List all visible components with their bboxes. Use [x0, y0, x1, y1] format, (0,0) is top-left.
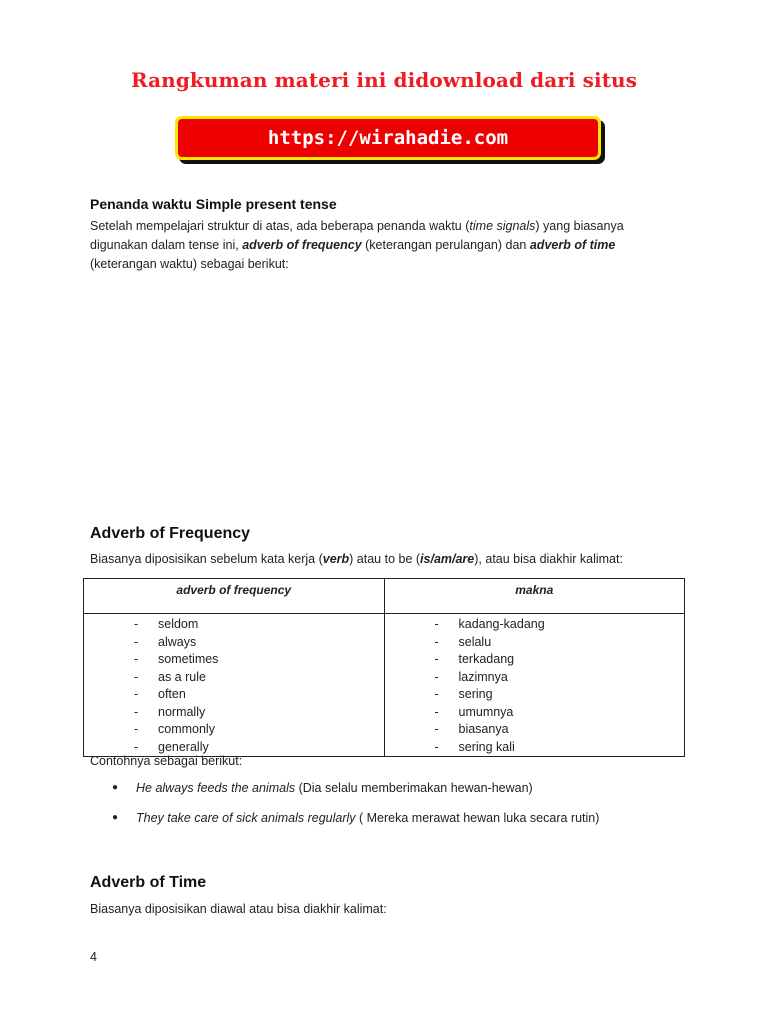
- text-run: digunakan dalam tense ini,: [90, 238, 243, 252]
- adverb-frequency-table: [83, 578, 685, 757]
- dash-marker: -: [134, 652, 139, 666]
- text-run-bold-italic: verb: [322, 552, 350, 566]
- dash-marker: -: [134, 617, 139, 631]
- list-item-text: selalu: [458, 634, 492, 649]
- list-item: [84, 634, 384, 652]
- text-run: ), atau bisa diakhir kalimat:: [474, 552, 623, 566]
- list-item: [90, 778, 599, 808]
- paragraph-time-intro: Biasanya diposisikan diawal atau bisa diakhir kalimat:: [90, 902, 387, 916]
- list-item: [385, 669, 685, 687]
- list-item: [84, 651, 384, 669]
- list-item: [84, 721, 384, 739]
- list-item: [385, 721, 685, 739]
- list-item-text: commonly: [158, 722, 215, 736]
- section-heading-adverb-of-frequency: Adverb of Frequency: [90, 525, 251, 542]
- text-run-italic: time signals: [469, 219, 536, 233]
- dash-marker: -: [434, 739, 439, 754]
- example-list: [90, 778, 599, 838]
- list-item-text: umumnya: [458, 704, 514, 719]
- example-translation: (Dia selalu memberimakan hewan-hewan): [295, 781, 533, 795]
- text-run: Setelah mempelajari struktur di atas, ada beberapa penanda waktu (: [90, 219, 470, 233]
- list-item-text: terkadang: [458, 652, 515, 666]
- examples-intro: Contohnya sebagai berikut:: [90, 754, 243, 768]
- list-item: [84, 616, 384, 634]
- section-heading-adverb-of-time: Adverb of Time: [90, 874, 207, 891]
- table-header-row: [84, 579, 685, 614]
- table-header-makna: makna: [384, 579, 685, 614]
- list-item: [385, 686, 685, 704]
- paragraph-line: [90, 236, 690, 255]
- dash-marker: -: [434, 617, 439, 631]
- bullet-icon: ●: [112, 782, 119, 793]
- paragraph-line: (keterangan waktu) sebagai berikut:: [90, 257, 289, 271]
- table-header-adverb: adverb of frequency: [84, 579, 385, 614]
- banner-title: Rangkuman materi ini didownload dari situs: [130, 68, 638, 92]
- example-translation: ( Mereka merawat hewan luka secara rutin): [355, 811, 600, 825]
- text-run: (keterangan perulangan) dan: [361, 238, 530, 252]
- dash-marker: -: [434, 669, 439, 684]
- example-sentence: He always feeds the animals: [136, 781, 296, 795]
- example-sentence: They take care of sick animals regularly: [136, 811, 356, 825]
- list-item: [84, 686, 384, 704]
- list-item: [385, 616, 685, 634]
- list-item-text: seldom: [158, 617, 199, 631]
- list-item-text: lazimnya: [458, 669, 508, 684]
- page-number: 4: [90, 950, 97, 964]
- dash-marker: -: [134, 669, 139, 684]
- table-cell-adverbs: [84, 614, 385, 757]
- paragraph-frequency-intro: [90, 550, 690, 569]
- dash-marker: -: [134, 739, 139, 754]
- list-item-text: sometimes: [158, 652, 219, 666]
- list-item-text: as a rule: [158, 669, 206, 684]
- list-item: [385, 651, 685, 669]
- website-url-badge[interactable]: [175, 116, 601, 160]
- list-item: [385, 704, 685, 722]
- dash-marker: -: [134, 722, 139, 736]
- section-heading-penanda-waktu: Penanda waktu Simple present tense: [90, 196, 337, 212]
- paragraph-line: [90, 217, 690, 236]
- list-item: [90, 808, 599, 838]
- list-item-text: sering kali: [458, 739, 515, 754]
- list-item-text: kadang-kadang: [458, 617, 545, 631]
- text-run-bold-italic: adverb of frequency: [242, 238, 362, 252]
- list-item-text: normally: [158, 704, 206, 719]
- dash-marker: -: [134, 687, 139, 701]
- paragraph-penanda-waktu: [90, 217, 690, 274]
- text-run-bold-italic: is/am/are: [420, 552, 475, 566]
- dash-marker: -: [434, 722, 439, 736]
- list-item-text: sering: [458, 687, 493, 701]
- table-row: [84, 614, 685, 757]
- table-cell-makna: [384, 614, 685, 757]
- text-run: ) yang biasanya: [535, 219, 624, 233]
- makna-list: [385, 616, 685, 756]
- list-item-text: always: [158, 634, 197, 649]
- list-item: [84, 704, 384, 722]
- bullet-icon: ●: [112, 812, 119, 823]
- list-item-text: biasanya: [458, 722, 509, 736]
- text-run-bold-italic: adverb of time: [529, 238, 616, 252]
- dash-marker: -: [134, 634, 139, 649]
- adverb-list: [84, 616, 384, 756]
- dash-marker: -: [434, 687, 439, 701]
- website-url-text[interactable]: https://wirahadie.com: [267, 127, 509, 149]
- dash-marker: -: [434, 704, 439, 719]
- dash-marker: -: [434, 652, 439, 666]
- dash-marker: -: [434, 634, 439, 649]
- dash-marker: -: [134, 704, 139, 719]
- text-run: Biasanya diposisikan sebelum kata kerja (: [90, 552, 323, 566]
- list-item: [84, 669, 384, 687]
- list-item-text: often: [158, 687, 186, 701]
- list-item: [385, 634, 685, 652]
- list-item-text: generally: [158, 739, 209, 754]
- text-run: ) atau to be (: [349, 552, 421, 566]
